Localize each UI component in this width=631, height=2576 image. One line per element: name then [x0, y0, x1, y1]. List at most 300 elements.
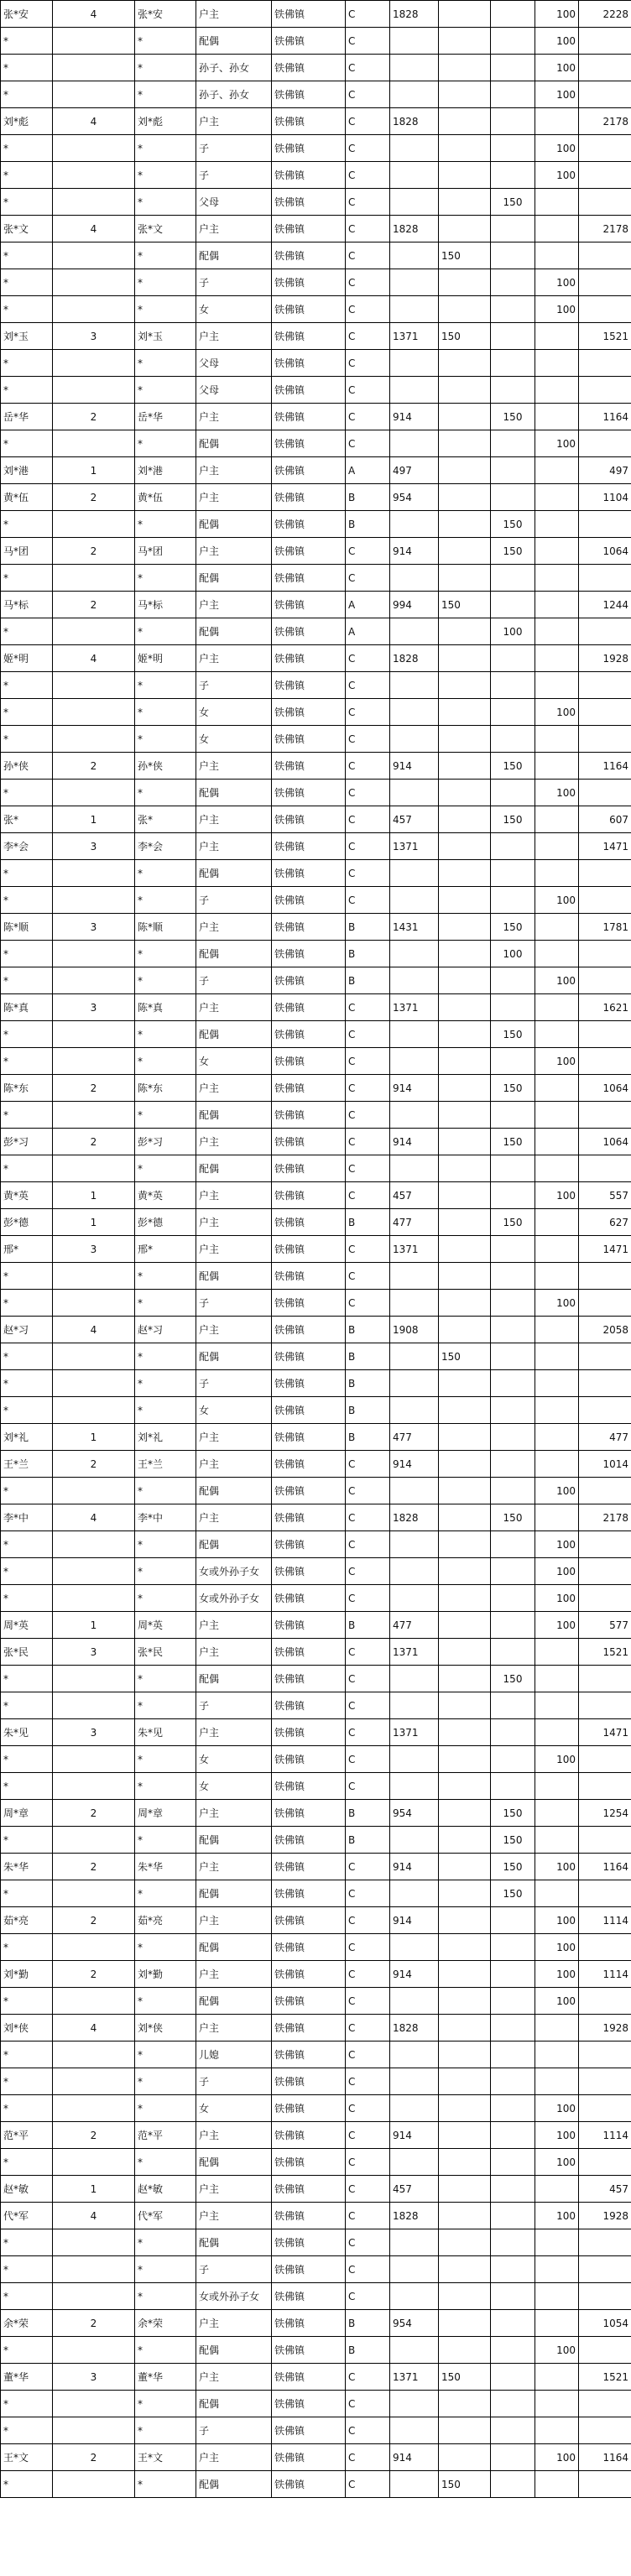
total-cell: 1054: [579, 2310, 631, 2337]
relation-cell: 配偶: [196, 2337, 272, 2364]
subsidy-c-cell: 100: [535, 296, 579, 323]
subsidy-b-cell: 150: [491, 1021, 535, 1048]
relation-cell: 配偶: [196, 1021, 272, 1048]
amount-cell: [390, 967, 439, 994]
member-name-cell: *: [135, 699, 196, 726]
subsidy-a-cell: [439, 1612, 491, 1639]
subsidy-b-cell: [491, 645, 535, 672]
grade-cell: C: [346, 1639, 390, 1666]
subsidy-a-cell: [439, 672, 491, 699]
member-name-cell: 姬*明: [135, 645, 196, 672]
subsidy-c-cell: [535, 108, 579, 135]
relation-cell: 孙子、孙女: [196, 55, 272, 81]
table-row: [1, 1666, 631, 1692]
table-row: [1, 1182, 631, 1209]
subsidy-a-cell: 150: [439, 2364, 491, 2391]
total-cell: [579, 1048, 631, 1075]
member-name-cell: 陈*真: [135, 994, 196, 1021]
subsidy-b-cell: [491, 242, 535, 269]
relation-cell: 配偶: [196, 1102, 272, 1129]
subsidy-c-cell: 100: [535, 1907, 579, 1934]
town-cell: 铁佛镇: [272, 2444, 346, 2471]
subsidy-b-cell: [491, 323, 535, 350]
subsidy-a-cell: [439, 538, 491, 565]
grade-cell: C: [346, 2256, 390, 2283]
amount-cell: [390, 350, 439, 377]
town-cell: 铁佛镇: [272, 1, 346, 28]
grade-cell: B: [346, 484, 390, 511]
amount-cell: 1828: [390, 2015, 439, 2042]
household-size-cell: [53, 377, 135, 404]
subsidy-c-cell: [535, 1880, 579, 1907]
household-size-cell: [53, 1666, 135, 1692]
total-cell: [579, 967, 631, 994]
amount-cell: [390, 189, 439, 216]
head-name-cell: *: [1, 28, 53, 55]
subsidy-a-cell: [439, 2095, 491, 2122]
grade-cell: C: [346, 780, 390, 806]
member-name-cell: 张*文: [135, 216, 196, 242]
household-size-cell: [53, 2391, 135, 2417]
total-cell: 1164: [579, 404, 631, 430]
grade-cell: C: [346, 1075, 390, 1102]
member-name-cell: 张*: [135, 806, 196, 833]
table-row: [1, 592, 631, 618]
grade-cell: C: [346, 2283, 390, 2310]
relation-cell: 女: [196, 699, 272, 726]
table-row: [1, 1021, 631, 1048]
subsidy-b-cell: [491, 1746, 535, 1773]
subsidy-b-cell: [491, 269, 535, 296]
table-row: [1, 1, 631, 28]
town-cell: 铁佛镇: [272, 162, 346, 189]
grade-cell: B: [346, 914, 390, 941]
household-size-cell: 2: [53, 538, 135, 565]
town-cell: 铁佛镇: [272, 538, 346, 565]
subsidy-b-cell: [491, 1692, 535, 1719]
subsidy-c-cell: 100: [535, 699, 579, 726]
relation-cell: 配偶: [196, 565, 272, 592]
relation-cell: 户主: [196, 1236, 272, 1263]
relation-cell: 配偶: [196, 1531, 272, 1558]
total-cell: [579, 269, 631, 296]
subsidy-a-cell: [439, 1155, 491, 1182]
subsidy-b-cell: [491, 2256, 535, 2283]
grade-cell: C: [346, 672, 390, 699]
household-size-cell: [53, 350, 135, 377]
subsidy-b-cell: [491, 672, 535, 699]
amount-cell: 914: [390, 1854, 439, 1880]
relation-cell: 户主: [196, 1612, 272, 1639]
grade-cell: B: [346, 1800, 390, 1827]
town-cell: 铁佛镇: [272, 1102, 346, 1129]
amount-cell: [390, 1290, 439, 1317]
household-size-cell: [53, 2256, 135, 2283]
subsidy-b-cell: [491, 2149, 535, 2176]
grade-cell: B: [346, 511, 390, 538]
grade-cell: C: [346, 1236, 390, 1263]
amount-cell: 497: [390, 457, 439, 484]
household-size-cell: [53, 887, 135, 914]
subsidy-b-cell: [491, 1558, 535, 1585]
total-cell: 477: [579, 1424, 631, 1451]
household-size-cell: [53, 2471, 135, 2498]
subsidy-a-cell: [439, 1907, 491, 1934]
town-cell: 铁佛镇: [272, 1236, 346, 1263]
household-size-cell: 2: [53, 592, 135, 618]
head-name-cell: *: [1, 2283, 53, 2310]
subsidy-a-cell: [439, 430, 491, 457]
member-name-cell: *: [135, 2283, 196, 2310]
head-name-cell: *: [1, 2417, 53, 2444]
total-cell: 2058: [579, 1317, 631, 1343]
town-cell: 铁佛镇: [272, 189, 346, 216]
table-row: [1, 511, 631, 538]
member-name-cell: *: [135, 1048, 196, 1075]
total-cell: 1244: [579, 592, 631, 618]
relation-cell: 户主: [196, 1800, 272, 1827]
relation-cell: 户主: [196, 1129, 272, 1155]
relation-cell: 配偶: [196, 1934, 272, 1961]
total-cell: [579, 618, 631, 645]
relation-cell: 女或外孙子女: [196, 1558, 272, 1585]
subsidy-b-cell: [491, 1102, 535, 1129]
subsidy-a-cell: [439, 1451, 491, 1478]
head-name-cell: 王*文: [1, 2444, 53, 2471]
subsidy-a-cell: [439, 941, 491, 967]
member-name-cell: 王*文: [135, 2444, 196, 2471]
grade-cell: C: [346, 994, 390, 1021]
member-name-cell: 张*安: [135, 1, 196, 28]
subsidy-b-cell: [491, 2283, 535, 2310]
town-cell: 铁佛镇: [272, 1209, 346, 1236]
table-row: [1, 1746, 631, 1773]
head-name-cell: *: [1, 967, 53, 994]
subsidy-b-cell: [491, 2042, 535, 2068]
member-name-cell: *: [135, 1558, 196, 1585]
household-size-cell: [53, 2283, 135, 2310]
subsidy-a-cell: [439, 780, 491, 806]
subsidy-a-cell: [439, 1666, 491, 1692]
subsidy-b-cell: [491, 2310, 535, 2337]
subsidy-b-cell: 150: [491, 1504, 535, 1531]
subsidy-a-cell: [439, 2203, 491, 2229]
household-size-cell: 2: [53, 1075, 135, 1102]
amount-cell: [390, 377, 439, 404]
subsidy-c-cell: 100: [535, 55, 579, 81]
total-cell: 457: [579, 2176, 631, 2203]
grade-cell: C: [346, 1451, 390, 1478]
subsidy-a-cell: [439, 2417, 491, 2444]
household-size-cell: [53, 1290, 135, 1317]
subsidy-c-cell: [535, 2256, 579, 2283]
subsidy-b-cell: 150: [491, 1880, 535, 1907]
subsidy-b-cell: [491, 2417, 535, 2444]
town-cell: 铁佛镇: [272, 1424, 346, 1451]
head-name-cell: *: [1, 1531, 53, 1558]
head-name-cell: 刘*侠: [1, 2015, 53, 2042]
amount-cell: 914: [390, 753, 439, 780]
subsidy-c-cell: [535, 2176, 579, 2203]
subsidy-a-cell: [439, 1, 491, 28]
grade-cell: C: [346, 135, 390, 162]
head-name-cell: *: [1, 350, 53, 377]
member-name-cell: 刘*礼: [135, 1424, 196, 1451]
subsidy-b-cell: [491, 81, 535, 108]
subsidy-a-cell: [439, 2149, 491, 2176]
subsidy-c-cell: [535, 216, 579, 242]
head-name-cell: *: [1, 1773, 53, 1800]
town-cell: 铁佛镇: [272, 2337, 346, 2364]
household-size-cell: 3: [53, 1236, 135, 1263]
grade-cell: C: [346, 2122, 390, 2149]
subsidy-a-cell: [439, 1048, 491, 1075]
table-row: [1, 753, 631, 780]
member-name-cell: *: [135, 1880, 196, 1907]
subsidy-b-cell: [491, 1263, 535, 1290]
total-cell: [579, 28, 631, 55]
household-size-cell: 4: [53, 1, 135, 28]
subsidy-c-cell: [535, 2229, 579, 2256]
member-name-cell: *: [135, 1746, 196, 1773]
relation-cell: 户主: [196, 1504, 272, 1531]
subsidy-c-cell: [535, 350, 579, 377]
subsidy-c-cell: [535, 1504, 579, 1531]
subsidy-b-cell: [491, 1155, 535, 1182]
town-cell: 铁佛镇: [272, 1075, 346, 1102]
head-name-cell: 代*军: [1, 2203, 53, 2229]
table-row: [1, 2310, 631, 2337]
town-cell: 铁佛镇: [272, 323, 346, 350]
subsidy-b-cell: [491, 1343, 535, 1370]
amount-cell: [390, 1048, 439, 1075]
relation-cell: 户主: [196, 2364, 272, 2391]
table-row: [1, 1317, 631, 1343]
subsidy-b-cell: 100: [491, 618, 535, 645]
subsidy-a-cell: [439, 135, 491, 162]
subsidy-b-cell: [491, 1639, 535, 1666]
grade-cell: C: [346, 323, 390, 350]
head-name-cell: *: [1, 1155, 53, 1182]
amount-cell: 477: [390, 1424, 439, 1451]
total-cell: [579, 2095, 631, 2122]
household-size-cell: 2: [53, 2444, 135, 2471]
head-name-cell: *: [1, 1370, 53, 1397]
subsidy-c-cell: [535, 1827, 579, 1854]
amount-cell: 1371: [390, 1639, 439, 1666]
grade-cell: B: [346, 967, 390, 994]
subsidy-c-cell: [535, 1317, 579, 1343]
amount-cell: [390, 296, 439, 323]
relation-cell: 父母: [196, 377, 272, 404]
total-cell: [579, 430, 631, 457]
head-name-cell: *: [1, 1397, 53, 1424]
grade-cell: C: [346, 833, 390, 860]
subsidy-c-cell: [535, 860, 579, 887]
head-name-cell: *: [1, 1692, 53, 1719]
member-name-cell: 朱*见: [135, 1719, 196, 1746]
subsidy-a-cell: [439, 81, 491, 108]
table-row: [1, 645, 631, 672]
relation-cell: 户主: [196, 538, 272, 565]
amount-cell: [390, 1478, 439, 1504]
grade-cell: C: [346, 1692, 390, 1719]
table-row: [1, 1961, 631, 1988]
grade-cell: C: [346, 2015, 390, 2042]
head-name-cell: 刘*勤: [1, 1961, 53, 1988]
subsidy-c-cell: 100: [535, 1612, 579, 1639]
subsidy-a-cell: [439, 887, 491, 914]
subsidy-b-cell: 150: [491, 1075, 535, 1102]
amount-cell: [390, 1370, 439, 1397]
subsidy-b-cell: [491, 2068, 535, 2095]
grade-cell: C: [346, 350, 390, 377]
head-name-cell: 孙*侠: [1, 753, 53, 780]
subsidy-c-cell: 100: [535, 430, 579, 457]
table-row: [1, 1048, 631, 1075]
subsidy-c-cell: 100: [535, 1, 579, 28]
subsidy-c-cell: [535, 1102, 579, 1129]
amount-cell: [390, 81, 439, 108]
table-row: [1, 2256, 631, 2283]
amount-cell: [390, 941, 439, 967]
member-name-cell: *: [135, 350, 196, 377]
subsidy-b-cell: 150: [491, 404, 535, 430]
head-name-cell: *: [1, 1746, 53, 1773]
grade-cell: C: [346, 1263, 390, 1290]
relation-cell: 户主: [196, 1907, 272, 1934]
relation-cell: 子: [196, 2256, 272, 2283]
household-size-cell: [53, 1370, 135, 1397]
subsidy-b-cell: [491, 162, 535, 189]
total-cell: [579, 780, 631, 806]
subsidy-a-cell: [439, 1934, 491, 1961]
household-size-cell: 3: [53, 1639, 135, 1666]
household-size-cell: [53, 242, 135, 269]
subsidy-a-cell: [439, 618, 491, 645]
subsidy-a-cell: [439, 1504, 491, 1531]
head-name-cell: *: [1, 2471, 53, 2498]
household-size-cell: 2: [53, 1907, 135, 1934]
town-cell: 铁佛镇: [272, 1719, 346, 1746]
subsidy-a-cell: [439, 1021, 491, 1048]
subsidy-b-cell: [491, 350, 535, 377]
subsidy-b-cell: [491, 565, 535, 592]
member-name-cell: *: [135, 860, 196, 887]
town-cell: 铁佛镇: [272, 81, 346, 108]
head-name-cell: 张*: [1, 806, 53, 833]
head-name-cell: *: [1, 565, 53, 592]
subsidy-c-cell: [535, 1451, 579, 1478]
head-name-cell: *: [1, 189, 53, 216]
head-name-cell: *: [1, 2095, 53, 2122]
town-cell: 铁佛镇: [272, 1451, 346, 1478]
relation-cell: 女: [196, 726, 272, 753]
amount-cell: 457: [390, 806, 439, 833]
subsidy-a-cell: 150: [439, 323, 491, 350]
table-row: [1, 860, 631, 887]
amount-cell: [390, 28, 439, 55]
subsidy-a-cell: [439, 1263, 491, 1290]
amount-cell: [390, 269, 439, 296]
head-name-cell: *: [1, 135, 53, 162]
grade-cell: C: [346, 162, 390, 189]
subsidy-a-cell: [439, 1880, 491, 1907]
amount-cell: 1371: [390, 994, 439, 1021]
subsidy-b-cell: [491, 1370, 535, 1397]
grade-cell: C: [346, 2417, 390, 2444]
subsidy-c-cell: [535, 1075, 579, 1102]
grade-cell: C: [346, 1021, 390, 1048]
subsidy-a-cell: 150: [439, 592, 491, 618]
town-cell: 铁佛镇: [272, 1800, 346, 1827]
member-name-cell: 彭*德: [135, 1209, 196, 1236]
head-name-cell: 刘*礼: [1, 1424, 53, 1451]
grade-cell: A: [346, 618, 390, 645]
table-row: [1, 780, 631, 806]
subsidy-a-cell: [439, 108, 491, 135]
amount-cell: 1828: [390, 108, 439, 135]
total-cell: [579, 1585, 631, 1612]
member-name-cell: 邢*: [135, 1236, 196, 1263]
grade-cell: C: [346, 1102, 390, 1129]
subsidy-a-cell: [439, 2444, 491, 2471]
total-cell: [579, 672, 631, 699]
amount-cell: 1431: [390, 914, 439, 941]
grade-cell: C: [346, 1773, 390, 1800]
subsidy-a-cell: [439, 1558, 491, 1585]
subsidy-b-cell: 150: [491, 914, 535, 941]
head-name-cell: *: [1, 1934, 53, 1961]
grade-cell: C: [346, 216, 390, 242]
amount-cell: 914: [390, 538, 439, 565]
household-size-cell: 1: [53, 2176, 135, 2203]
subsidy-c-cell: [535, 538, 579, 565]
total-cell: [579, 2068, 631, 2095]
amount-cell: 1371: [390, 833, 439, 860]
subsidy-a-cell: [439, 1961, 491, 1988]
subsidy-c-cell: [535, 753, 579, 780]
relation-cell: 子: [196, 2068, 272, 2095]
amount-cell: 1828: [390, 1, 439, 28]
total-cell: [579, 1290, 631, 1317]
total-cell: 1064: [579, 1129, 631, 1155]
amount-cell: 1371: [390, 1236, 439, 1263]
head-name-cell: 马*标: [1, 592, 53, 618]
town-cell: 铁佛镇: [272, 1263, 346, 1290]
grade-cell: C: [346, 1988, 390, 2015]
member-name-cell: 朱*华: [135, 1854, 196, 1880]
member-name-cell: *: [135, 1934, 196, 1961]
subsidy-c-cell: [535, 1263, 579, 1290]
relation-cell: 女: [196, 2095, 272, 2122]
subsidy-c-cell: 100: [535, 1585, 579, 1612]
table-row: [1, 994, 631, 1021]
total-cell: [579, 511, 631, 538]
subsidy-c-cell: 100: [535, 1934, 579, 1961]
member-name-cell: *: [135, 269, 196, 296]
subsidy-c-cell: 100: [535, 1988, 579, 2015]
town-cell: 铁佛镇: [272, 404, 346, 430]
town-cell: 铁佛镇: [272, 780, 346, 806]
total-cell: [579, 1531, 631, 1558]
town-cell: 铁佛镇: [272, 1317, 346, 1343]
household-size-cell: [53, 135, 135, 162]
head-name-cell: *: [1, 2337, 53, 2364]
subsidy-c-cell: [535, 242, 579, 269]
total-cell: [579, 565, 631, 592]
grade-cell: B: [346, 1317, 390, 1343]
